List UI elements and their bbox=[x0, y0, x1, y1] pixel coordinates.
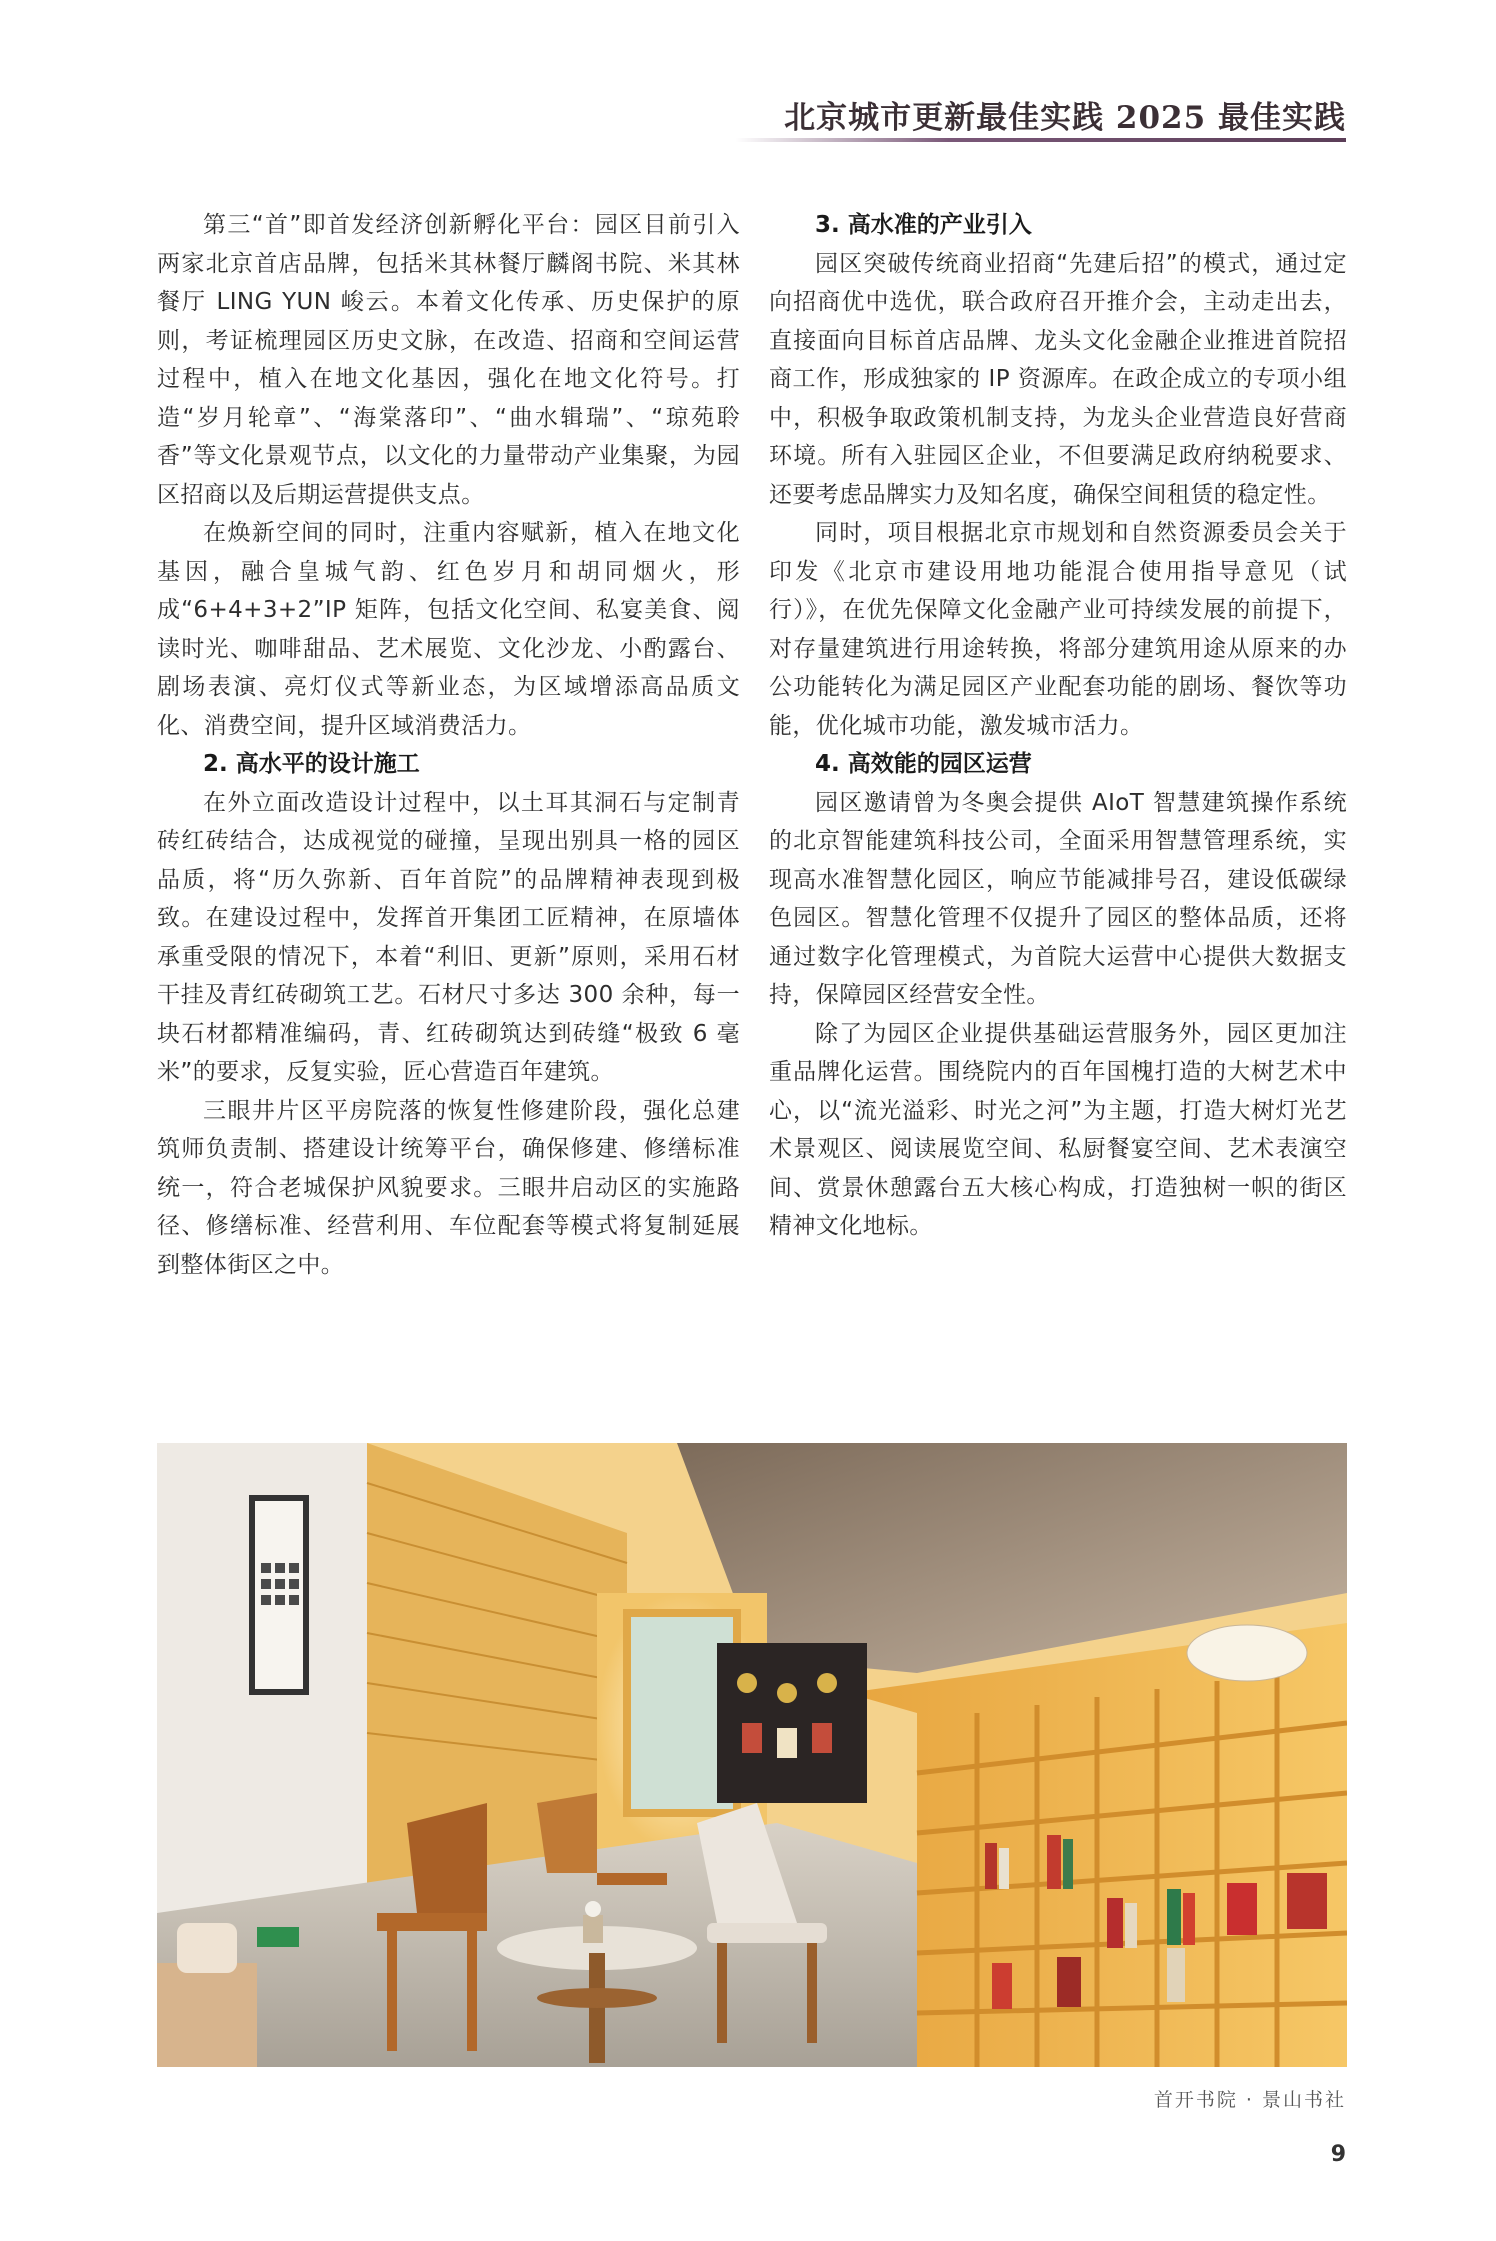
photo-caption: 首开书院 · 景山书社 bbox=[1153, 2089, 1346, 2111]
paragraph: 在焕新空间的同时，注重内容赋新，植入在地文化基因，融合皇城气韵、红色岁月和胡同烟火，形成“6+4+3+2”IP 矩阵，包括文化空间、私宴美食、阅读时光、咖啡甜品、艺术展览、文化沙龙、小酌露台、剧场表演、亮灯仪式等新业态，为区域增添高品质文化、消费空间，提升区域消费活力。 bbox=[157, 520, 740, 739]
paragraph: 园区邀请曾为冬奥会提供 AIoT 智慧建筑操作系统的北京智能建筑科技公司，全面采用智慧管理系统，实现高水准智慧化园区，响应节能减排号召，建设低碳绿色园区。智慧化管理不仅提升了园区的整体品质，还将通过数字化管理模式，为首院大运营中心提供大数据支持，保障园区经营安全性。 bbox=[769, 789, 1347, 1008]
section-heading: 2. 高水平的设计施工 bbox=[203, 751, 420, 777]
paragraph: 在外立面改造设计过程中，以土耳其洞石与定制青砖红砖结合，达成视觉的碰撞，呈现出别具一格的园区品质，将“历久弥新、百年首院”的品牌精神表现到极致。在建设过程中，发挥首开集团工匠精神，在原墙体承重受限的情况下，本着“利旧、更新”原则，采用石材干挂及青红砖砌筑工艺。石材尺寸多达 300 余种，每一块石材都精准编码，青、红砖砌筑达到砖缝“极致 6 毫米”的要求，反复实验，匠心营造百年建筑。 bbox=[157, 789, 740, 1085]
paragraph: 园区突破传统商业招商“先建后招”的模式，通过定向招商优中选优，联合政府召开推介会，主动走出去，直接面向目标首店品牌、龙头文化金融企业推进首院招商工作，形成独家的 IP 资源库。在政企成立的专项小组中，积极争取政策机制支持，为龙头企业营造良好营商环境。所有入驻园区企业，不但要满足政府纳税要求、还要考虑品牌实力及知名度，确保空间租赁的稳定性。 bbox=[769, 250, 1347, 508]
left-column bbox=[157, 206, 740, 1284]
paragraph: 同时，项目根据北京市规划和自然资源委员会关于印发《北京市建设用地功能混合使用指导意见（试行）》，在优先保障文化金融产业可持续发展的前提下，对存量建筑进行用途转换，将部分建筑用途从原来的办公功能转化为满足园区产业配套功能的剧场、餐饮等功能，优化城市功能，激发城市活力。 bbox=[769, 520, 1347, 739]
section-heading: 4. 高效能的园区运营 bbox=[815, 751, 1032, 777]
paragraph: 除了为园区企业提供基础运营服务外，园区更加注重品牌化运营。围绕院内的百年国槐打造的大树艺术中心，以“流光溢彩、时光之河”为主题，打造大树灯光艺术景观区、阅读展览空间、私厨餐宴空间、艺术表演空间、赏景休憩露台五大核心构成，打造独树一帜的街区精神文化地标。 bbox=[769, 1020, 1347, 1239]
paragraph: 三眼井片区平房院落的恢复性修建阶段，强化总建筑师负责制、搭建设计统筹平台，确保修建、修缮标准统一，符合老城保护风貌要求。三眼井启动区的实施路径、修缮标准、经营利用、车位配套等模式将复制延展到整体街区之中。 bbox=[157, 1097, 740, 1278]
section-heading: 3. 高水准的产业引入 bbox=[815, 212, 1032, 238]
right-column bbox=[769, 206, 1347, 1246]
bookstore-interior-photo bbox=[157, 1443, 1347, 2067]
page-number: 9 bbox=[1330, 2142, 1346, 2167]
header-title: 北京城市更新最佳实践 2025 最佳实践 bbox=[784, 100, 1346, 136]
paragraph: 第三“首”即首发经济创新孵化平台：园区目前引入两家北京首店品牌，包括米其林餐厅麟阁书院、米其林餐厅 LING YUN 峻云。本着文化传承、历史保护的原则，考证梳理园区历史文脉，在改造、招商和空间运营过程中，植入在地文化基因，强化在地文化符号。打造“岁月轮章”、“海棠落印”、“曲水辑瑞”、“琼苑聆香”等文化景观节点，以文化的力量带动产业集聚，为园区招商以及后期运营提供支点。 bbox=[157, 212, 740, 508]
header-rule bbox=[735, 138, 1346, 142]
